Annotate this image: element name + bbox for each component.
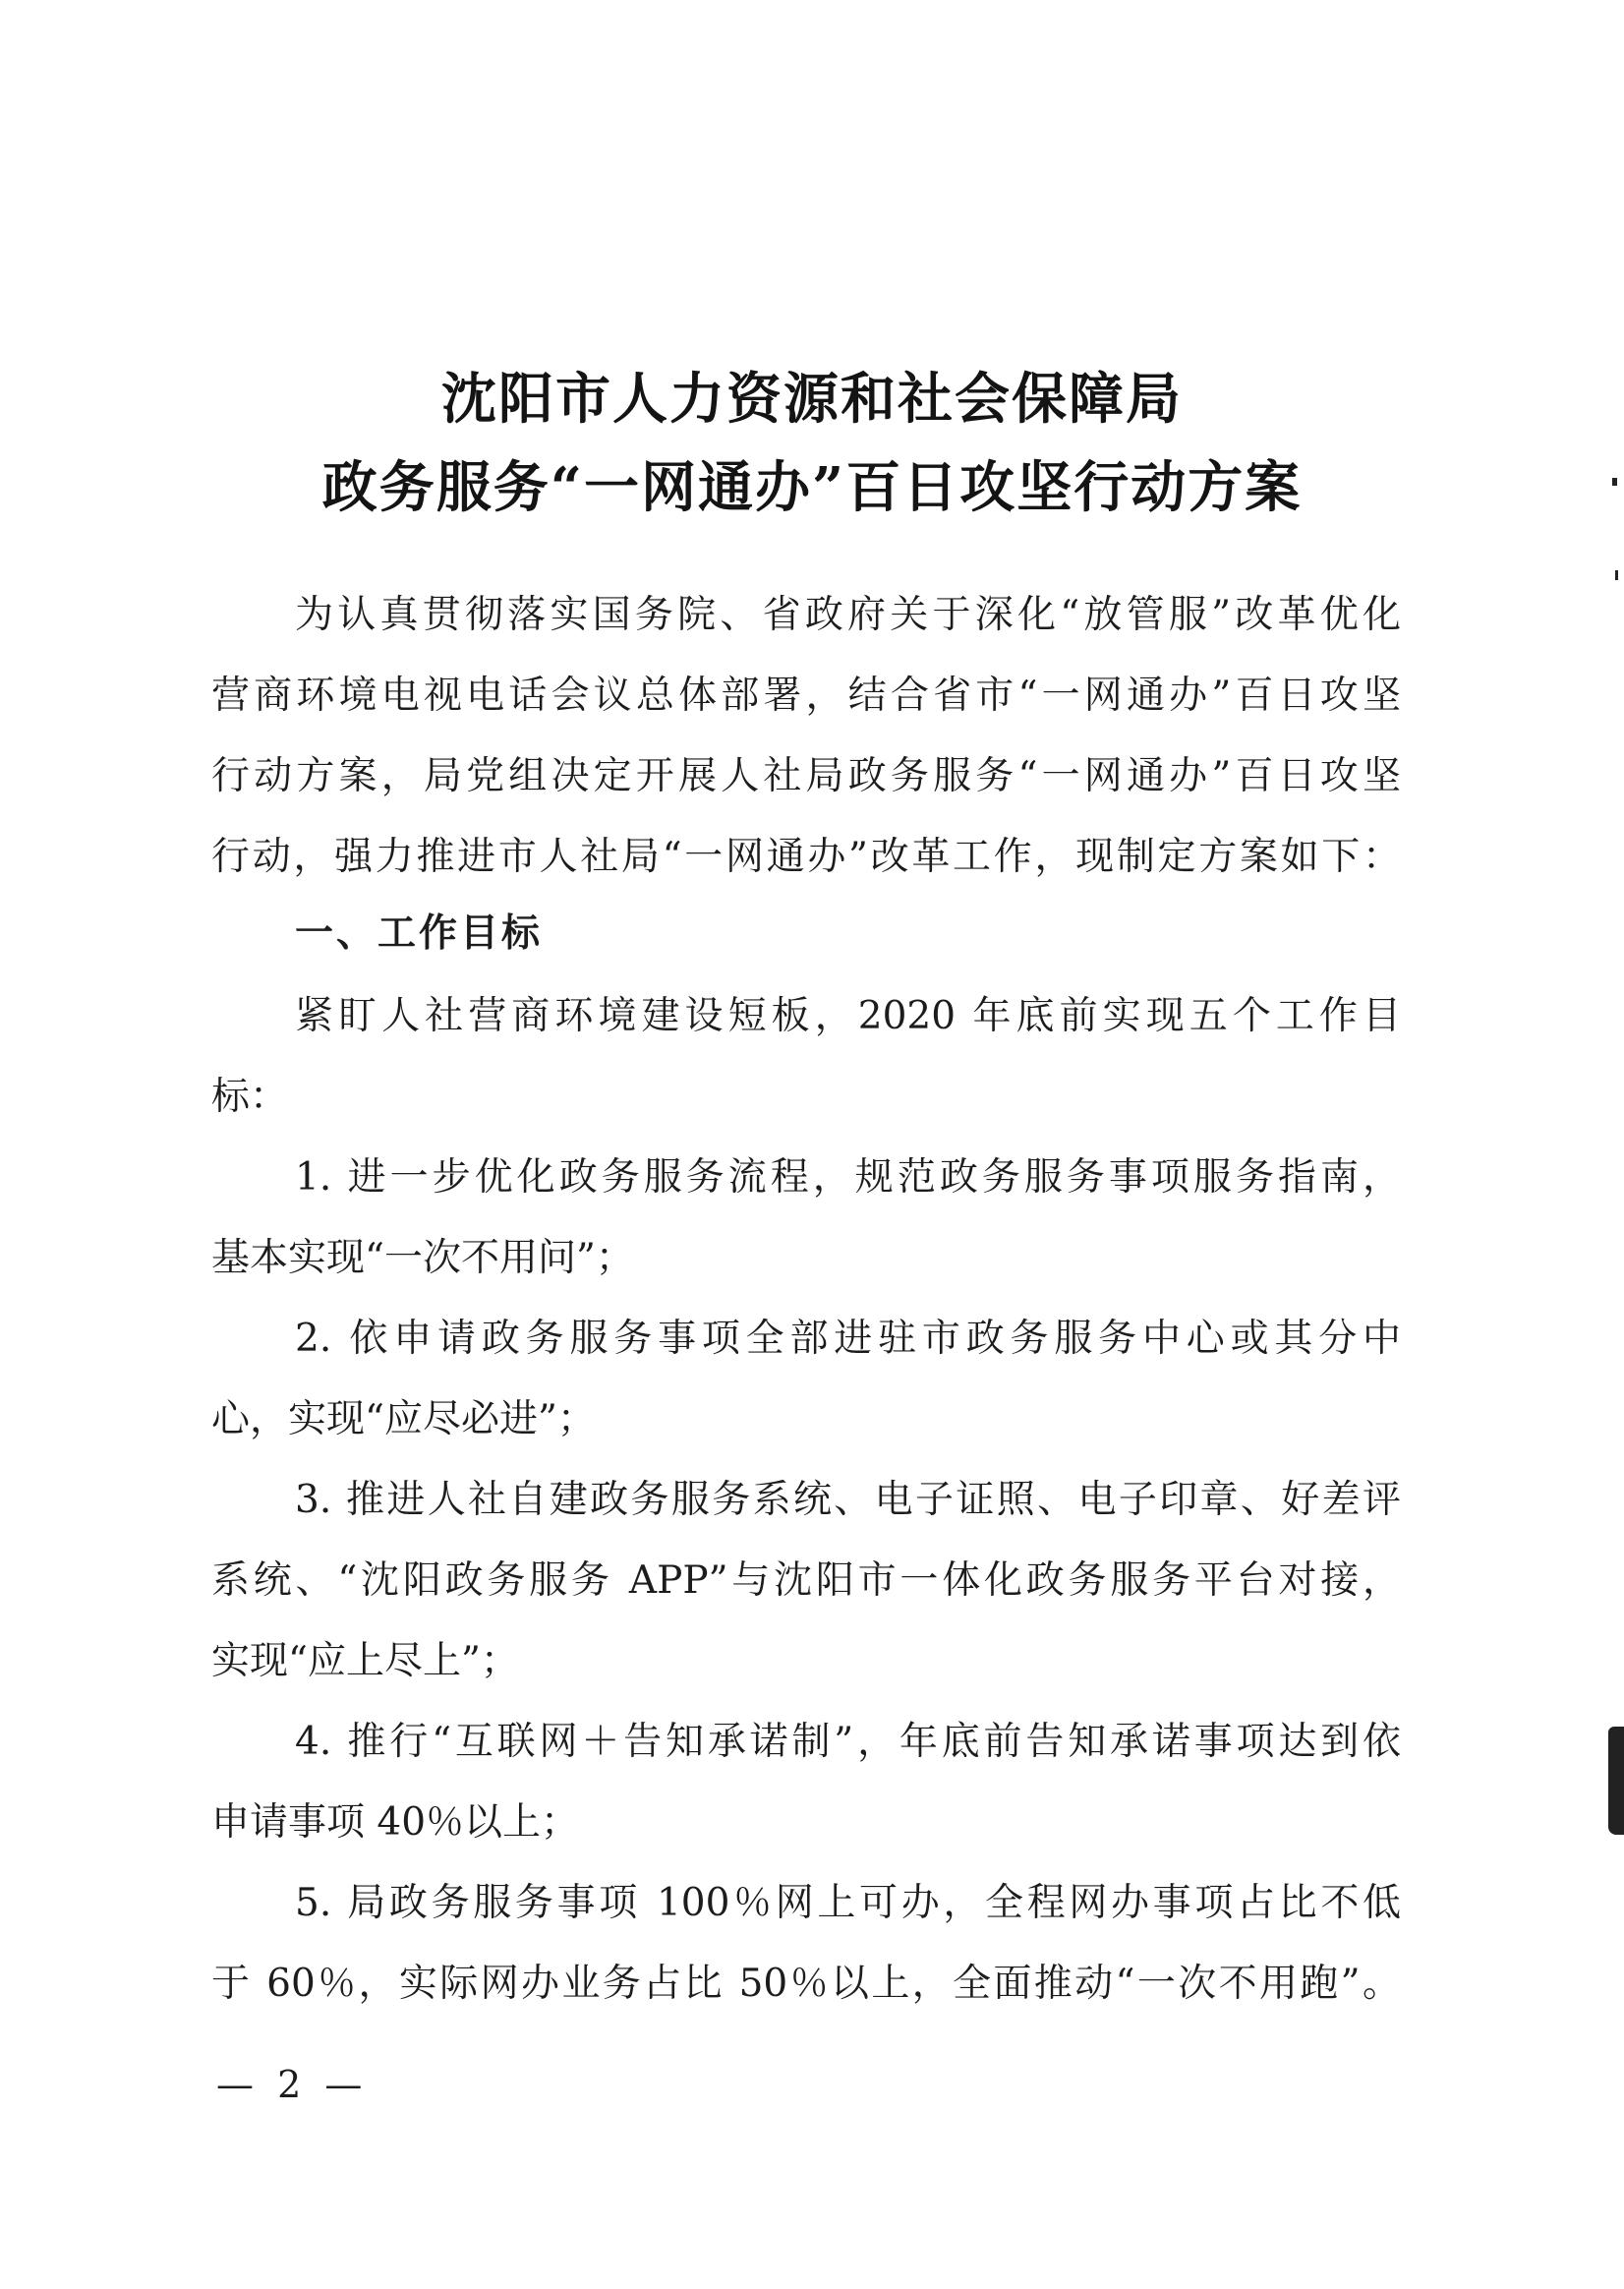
scan-edge-mark [1608,1727,1624,1835]
goal-item-2-line-1: 2. 依申请政务服务事项全部进驻市政务服务中心或其分中 [295,1317,1401,1361]
goal-item-3-line-3: 实现“应上尽上”； [211,1639,519,1683]
page-number: — 2 — [216,2063,369,2106]
document-title-line-2: 政务服务“一网通办”百日攻坚行动方案 [321,455,1303,520]
goal-item-1-line-1: 1. 进一步优化政务服务流程，规范政务服务事项服务指南， [295,1155,1401,1200]
intro-line-1: 为认真贯彻落实国务院、省政府关于深化“放管服”改革优化 [295,593,1401,637]
goals-lead-line-2: 标： [211,1075,289,1119]
goal-item-5-line-2: 于 60％，实际网办业务占比 50％以上，全面推动“一次不用跑”。 [211,1962,1401,2006]
section-heading-work-goals: 一、工作目标 [295,911,544,956]
goals-lead-line-1: 紧盯人社营商环境建设短板，2020 年底前实现五个工作目 [295,994,1401,1038]
document-title-line-1: 沈阳市人力资源和社会保障局 [441,367,1183,432]
intro-line-3: 行动方案，局党组决定开展人社局政务服务“一网通办”百日攻坚 [211,754,1401,798]
goal-item-4-line-1: 4. 推行“互联网＋告知承诺制”，年底前告知承诺事项达到依 [295,1720,1401,1764]
goal-item-4-line-2: 申请事项 40％以上； [211,1800,580,1845]
intro-line-2: 营商环境电视电话会议总体部署，结合省市“一网通办”百日攻坚 [211,674,1401,718]
goal-item-2-line-2: 心，实现“应尽必进”； [211,1397,596,1441]
goal-item-1-line-2: 基本实现“一次不用问”； [211,1236,634,1280]
scan-edge-mark [1615,570,1618,580]
intro-line-4: 行动，强力推进市人社局“一网通办”改革工作，现制定方案如下： [211,835,1401,879]
goal-item-3-line-2: 系统、“沈阳政务服务 APP”与沈阳市一体化政务服务平台对接， [211,1558,1401,1603]
goal-item-5-line-1: 5. 局政务服务事项 100％网上可办，全程网办事项占比不低 [295,1881,1401,1925]
scan-edge-mark [1612,478,1617,486]
goal-item-3-line-1: 3. 推进人社自建政务服务系统、电子证照、电子印章、好差评 [295,1478,1401,1522]
